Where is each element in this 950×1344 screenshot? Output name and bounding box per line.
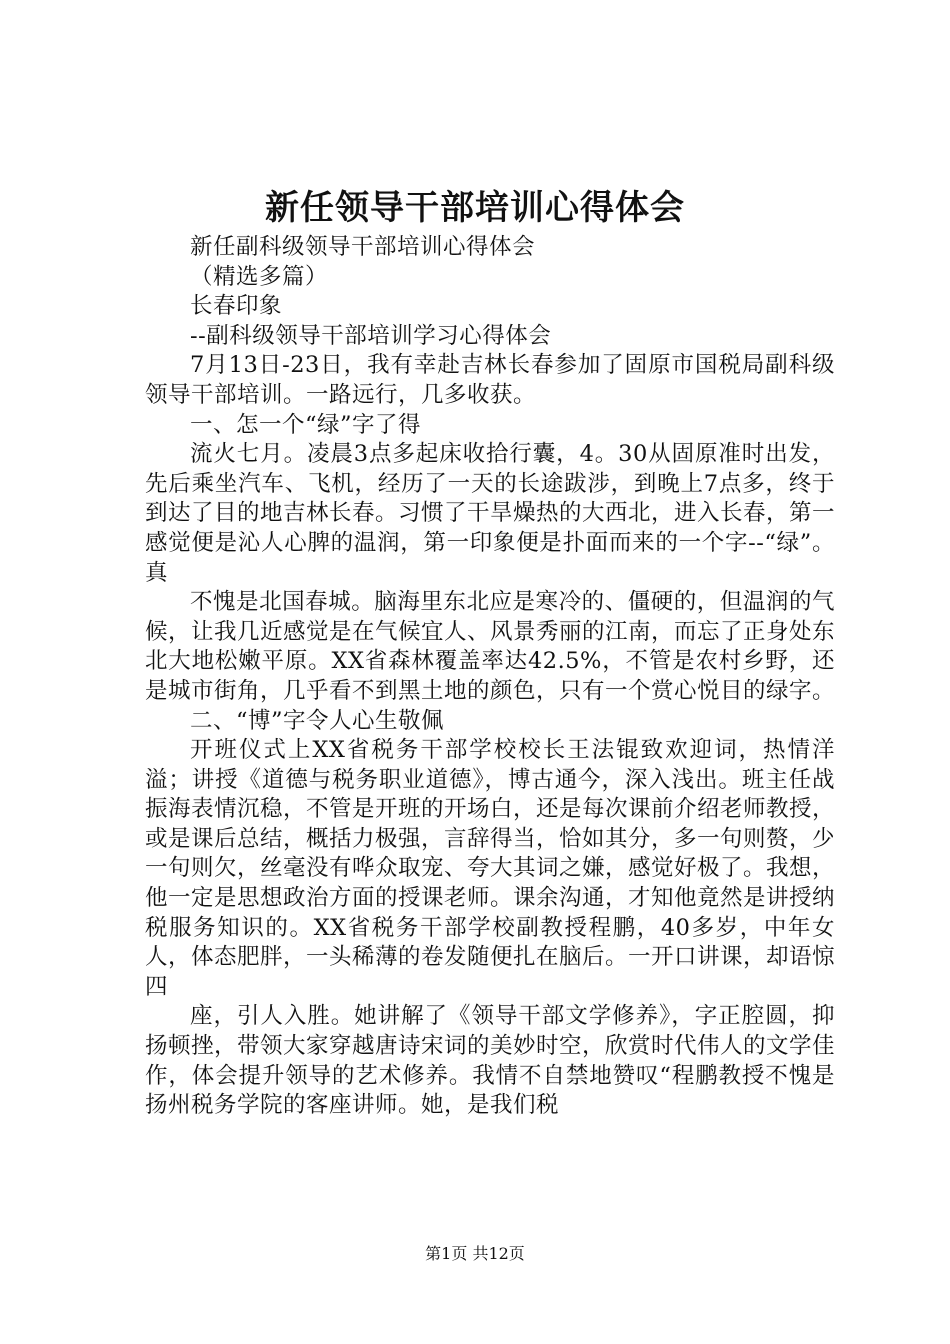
document-title: 新任领导干部培训心得体会 [265, 188, 685, 228]
paragraph-subtitle-note: （精选多篇） [190, 263, 329, 290]
paragraph: 座，引人入胜。她讲解了《领导干部文学修养》，字正腔圆，抑扬顿挫，带领大家穿越唐诗宋词的美妙时空，欣赏时代伟人的文学佳作，体会提升领导的艺术修养。我情不自禁地赞叹“程鹏教授不愧是扬州税务学院的客座讲师。她，是我们税 [145, 1003, 836, 1119]
paragraph-subtitle: 新任副科级领导干部培训心得体会 [190, 234, 536, 260]
paragraph: 流火七月。凌晨3点多起床收拾行囊，4。30从固原准时出发，先后乘坐汽车、飞机，经历了一天的长途跋涉，到晚上7点多，终于到达了目的地吉林长春。习惯了干旱燥热的大西北，进入长春，第一感觉便是沁人心脾的温润，第一印象便是扑面而来的一个字--“绿”。真 [145, 441, 836, 586]
document-body [145, 233, 835, 1121]
paragraph: 不愧是北国春城。脑海里东北应是寒冷的、僵硬的，但温润的气候，让我几近感觉是在气候宜人、风景秀丽的江南，而忘了正身处东北大地松嫩平原。XX省森林覆盖率达42.5%，不管是农村乡野，还是城市街角，几乎看不到黑土地的颜色，只有一个赏心悦目的绿字。 [145, 589, 836, 704]
paragraph-heading: 长春印象 [190, 293, 283, 320]
section-heading-2: 二、“博”字令人心生敬佩 [190, 707, 445, 734]
paragraph: 7月13日-23日，我有幸赴吉林长春参加了固原市国税局副科级领导干部培训。一路远行，几多收获。 [145, 352, 835, 408]
paragraph-heading-sub: --副科级领导干部培训学习心得体会 [190, 322, 552, 349]
page-number-footer: 第1页 共12页 [425, 1244, 525, 1263]
paragraph: 开班仪式上XX省税务干部学校校长王法锟致欢迎词，热情洋溢；讲授《道德与税务职业道德》，博古通今，深入浅出。班主任战振海表情沉稳，不管是开班的开场白，还是每次课前介绍老师教授，或是课后总结，概括力极强，言辞得当，恰如其分，多一句则赘，少一句则欠，丝毫没有哗众取宠、夸大其词之嫌，感觉好极了。我想，他一定是思想政治方面的授课老师。课余沟通，才知他竟然是讲授纳税服务知识的。XX省税务干部学校副教授程鹏，40多岁，中年女人，体态肥胖，一头稀薄的卷发随便扎在脑后。一开口讲课，却语惊四 [145, 737, 836, 1000]
section-heading-1: 一、怎一个“绿”字了得 [190, 411, 422, 438]
